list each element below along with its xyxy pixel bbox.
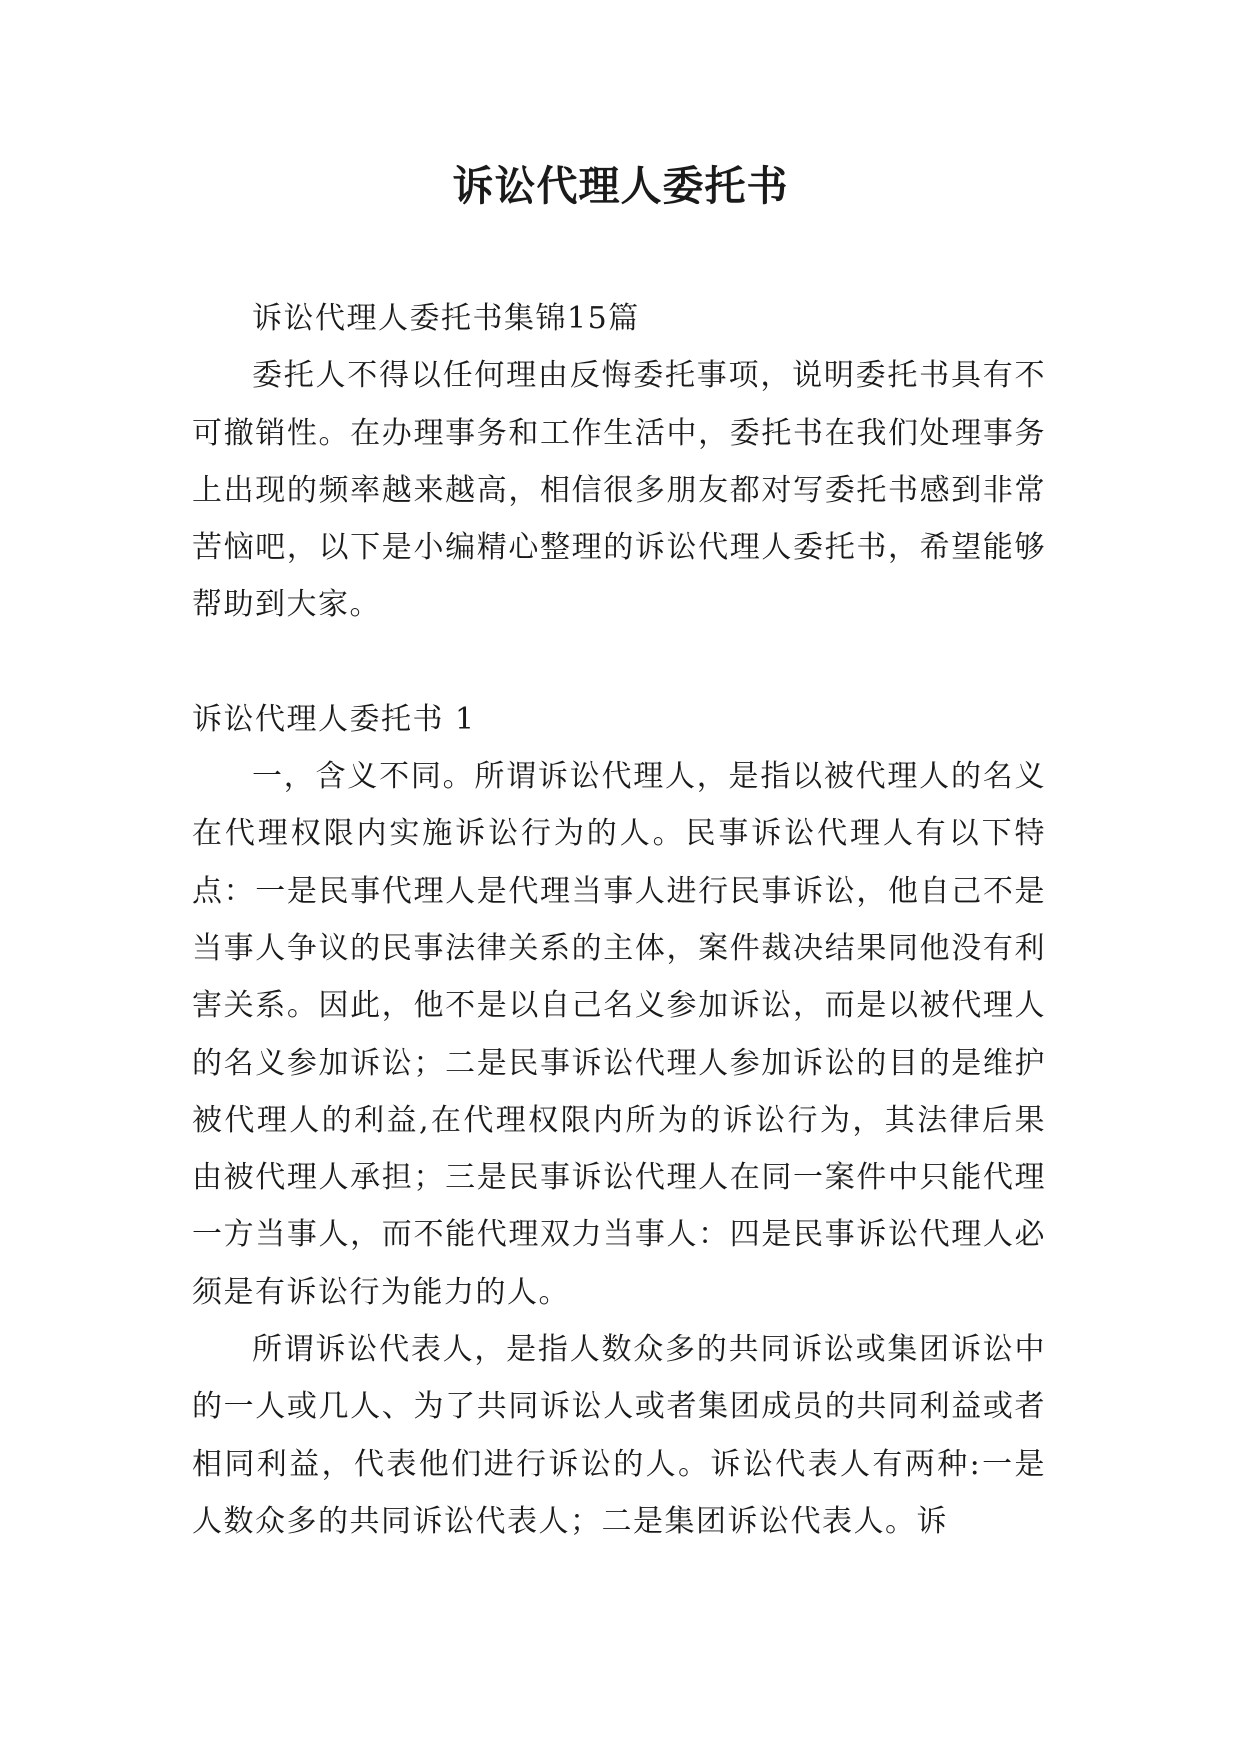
section-spacer (192, 634, 1046, 691)
body-paragraph-1: 一，含义不同。所谓诉讼代理人，是指以被代理人的名义在代理权限内实施诉讼行为的人。民事诉讼代理人有以下特点：一是民事代理人是代理当事人进行民事诉讼，他自己不是当事人争议的民事法律关系的主体，案件裁决结果同他没有利害关系。因此，他不是以自己名义参加诉讼，而是以被代理人的名义参加诉讼；二是民事诉讼代理人参加诉讼的目的是维护被代理人的利益,在代理权限内所为的诉讼行为，其法律后果由被代理人承担；三是民事诉讼代理人在同一案件中只能代理一方当事人，而不能代理双力当事人：四是民事诉讼代理人必须是有诉讼行为能力的人。 (192, 759, 1046, 1310)
section-heading: 诉讼代理人委托书 1 (192, 701, 476, 737)
document-body (192, 290, 1046, 1550)
intro-paragraph: 委托人不得以任何理由反悔委托事项，说明委托书具有不可撤销性。在办理事务和工作生活中，委托书在我们处理事务上出现的频率越来越高，相信很多朋友都对写委托书感到非常苦恼吧，以下是小编精心整理的诉讼代理人委托书，希望能够帮助到大家。 (192, 358, 1046, 623)
document-subtitle: 诉讼代理人委托书集锦15篇 (252, 301, 640, 336)
body-paragraph-2: 所谓诉讼代表人，是指人数众多的共同诉讼或集团诉讼中的一人或几人、为了共同诉讼人或者集团成员的共同利益或者相同利益，代表他们进行诉讼的人。诉讼代表人有两种:一是人数众多的共同诉讼代表人；二是集团诉讼代表人。诉 (192, 1332, 1046, 1539)
document-title: 诉讼代理人委托书 (452, 162, 789, 210)
